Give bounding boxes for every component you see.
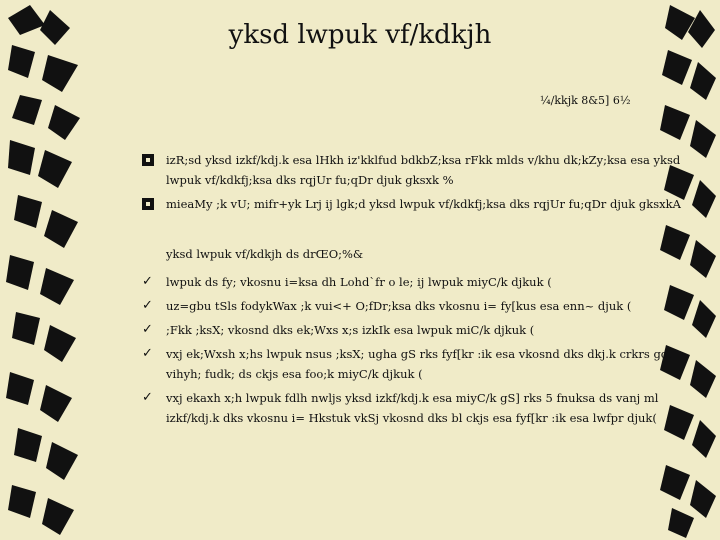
decorative-border-left xyxy=(0,0,110,540)
checkmark-icon: ✓ xyxy=(142,346,153,361)
list-item xyxy=(142,272,697,292)
list-item xyxy=(142,150,697,190)
checkmark-icon: ✓ xyxy=(142,298,153,313)
list-item xyxy=(142,388,697,428)
checkmark-icon: ✓ xyxy=(142,322,153,337)
checkmark-icon: ✓ xyxy=(142,390,153,405)
content-body xyxy=(142,150,697,432)
duty-text: ;Fkk ;ksX; vkosnd dks ek;Wxs x;s izkIk esa lwpuk miC/k djkuk ( xyxy=(166,323,535,337)
duty-text: vxj ekaxh x;h lwpuk fdlh nwljs yksd izkf/kdj.k esa miyC/k gS] rks 5 fnuksa ds vanj ml izkf/kdj.k dks vkosnu i= Hkstuk vkSj vkosnd dks bl ckjs esa fyf[kr :ik esa lwfpr djuk( xyxy=(166,391,659,425)
duty-text: lwpuk ds fy; vkosnu i=ksa dh Lohd`fr o le; ij lwpuk miyC/k djkuk ( xyxy=(166,275,552,289)
list-item xyxy=(142,194,697,214)
list-item xyxy=(142,296,697,316)
list-item xyxy=(142,344,697,384)
square-bullet-icon xyxy=(142,154,154,166)
bullet-text: mieaMy ;k vU; mifr+yk Lrj ij lgk;d yksd lwpuk vf/kdkfj;ksa dks rqjUr fu;qDr djuk gksxkA xyxy=(166,197,681,211)
duty-text: uz=gbu tSls fodykWax ;k vui<+ O;fDr;ksa dks vkosnu i= fy[kus esa enn~ djuk ( xyxy=(166,299,632,313)
section-reference: ¼/kkjk 8&5] 6½ xyxy=(540,94,631,107)
duties-heading: yksd lwpuk vf/kdkjh ds drŒO;%& xyxy=(166,247,364,261)
list-item xyxy=(142,320,697,340)
bullet-text: izR;sd yksd izkf/kdj.k esa lHkh iz'kklfud bdkbZ;ksa rFkk mlds v/khu dk;kZy;ksa esa yksd lwpuk vf/kdkfj;ksa dks rqjUr fu;qDr djuk gksxk % xyxy=(166,153,681,187)
duty-text: vxj ek;Wxsh x;hs lwpuk nsus ;ksX; ugha gS rks fyf[kr :ik esa vkosnd dks dkj.k crkrs gq, vihyh; fudk; ds ckjs esa foo;k miyC/k djkuk ( xyxy=(166,347,672,381)
checkmark-icon: ✓ xyxy=(142,274,153,289)
square-bullet-icon xyxy=(142,198,154,210)
page-title: yksd lwpuk vf/kdkjh xyxy=(228,20,492,50)
